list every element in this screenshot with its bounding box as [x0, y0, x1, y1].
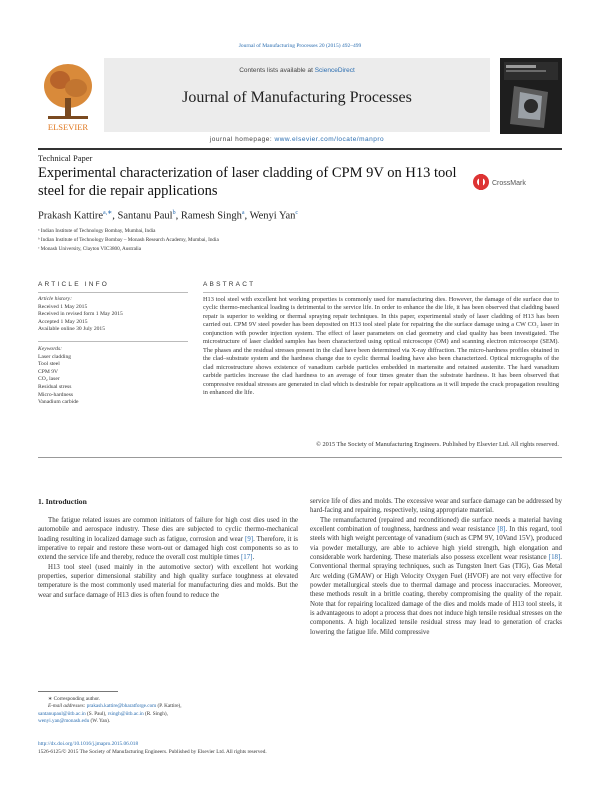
journal-banner — [104, 58, 490, 132]
history-item: Received in revised form 1 May 2015 — [38, 311, 123, 318]
issn-line: 1526-6125/© 2015 The Society of Manufacturing Engineers. Published by Elsevier Ltd. All rights reserved. — [38, 748, 267, 755]
intro-paragraph — [310, 516, 562, 637]
email-addresses-cont — [38, 711, 298, 718]
paragraph-text: . In this regard, tool steels with high weight percentage of vanadium (such as CPM 9V, 10Vand 15V), produced via powder metallurgy, are able to achieve high yield strength, high elongation and considerable work hardening. These materials also possess excellent wear resistance — [310, 526, 562, 562]
paragraph-text: The fatigue related issues are common initiators of failure for high cost dies used in the automobile and aerospace industry. These dies are subjected to cyclic thermo-mechanical loading resulting in localized damage such as fatigue, corrosion and wear — [38, 517, 298, 543]
email-link[interactable]: santanupaul@iitb.ac.in — [38, 710, 86, 717]
footnote-rule — [38, 691, 118, 692]
right-column — [310, 497, 562, 637]
keyword: Laser cladding — [38, 353, 72, 360]
abstract-rule — [203, 292, 559, 293]
paragraph-text: . Therefore, it is imperative to repair and restore these worn-out or damaged high cost components so as to extend the service life and thereby, reduce the overall cost multiple times — [38, 535, 298, 562]
paragraph-text: The remanufactured (repaired and reconditioned) die surface needs a material having excellent combination of toughness, hardness and wear resistance — [310, 516, 562, 534]
affiliation: ᶜ Monash University, Clayton VIC3800, Australia — [38, 246, 142, 252]
paragraph-text: . — [252, 554, 255, 562]
elsevier-tree-icon — [38, 58, 98, 134]
citation-link[interactable]: [9] — [245, 535, 254, 543]
paragraph-text: . Conventional thermal spraying techniques, such as Tungsten Inert Gas (TIG), Gas Metal Arc welding (GMAW) or High Velocity Oxygen Fuel (HVOF) are not very effective for powder metallurgical steels due to thermal damage and process inaccuracies. Moreover, these methods result in a brittle coating, thereby compromising the quality of the repair. Note that for repairing localized damage of the dies and molds made of H13 tool steels, it is advantageous to adopt a process that does not induce high tensile residual stresses on the components. A high localized tensile residual stress may lead to generation of cracks lowering the fatigue life. Mild compressive — [310, 554, 562, 636]
keywords — [38, 346, 79, 407]
elsevier-logo — [38, 58, 98, 134]
crossmark-label: CrossMark — [492, 180, 526, 187]
journal-homepage — [104, 136, 490, 143]
left-column — [38, 516, 298, 600]
keywords-label: Keywords: — [38, 346, 63, 352]
affiliations — [38, 227, 219, 254]
history-item: Available online 30 July 2015 — [38, 326, 106, 333]
intro-paragraph — [38, 516, 298, 563]
homepage-prefix: journal homepage: — [209, 136, 275, 143]
homepage-link[interactable]: www.elsevier.com/locate/manpro — [274, 136, 385, 143]
email-link[interactable]: rsingh@iitb.ac.in — [107, 710, 144, 717]
email-link[interactable]: prakash.kattire@bharatforge.com — [86, 703, 157, 710]
journal-cover-image — [500, 58, 562, 134]
citation-link[interactable]: [8] — [497, 526, 506, 534]
email-owner: (W. Yan). — [89, 717, 111, 724]
history-label: Article history: — [38, 296, 73, 302]
citation-link[interactable]: [18] — [548, 554, 561, 562]
author-name[interactable]: Wenyi Yan — [249, 210, 296, 222]
contents-line — [104, 67, 490, 74]
keyword: Tool steel — [38, 361, 60, 368]
journal-header — [38, 54, 562, 146]
crossmark-icon — [472, 172, 532, 192]
keyword: Micro-hardness — [38, 391, 74, 398]
crossmark-badge[interactable] — [472, 172, 532, 192]
keyword: CO₂ laser — [38, 376, 60, 383]
doi-link[interactable]: http://dx.doi.org/10.1016/j.jmapro.2015.06.018 — [38, 741, 139, 747]
affiliation: ᵇ Indian Institute of Technology Bombay – Monash Research Academy, Mumbai, India — [38, 237, 219, 243]
page-footer — [38, 741, 267, 756]
email-owner: (S. Paul), — [85, 710, 108, 717]
sciencedirect-link[interactable]: ScienceDirect — [314, 67, 355, 74]
cover-art-icon — [500, 58, 562, 134]
email-owner: (P. Kattire), — [156, 703, 182, 710]
footnotes — [38, 696, 298, 725]
keyword: Vanadium carbide — [38, 399, 79, 406]
email-owner: (R. Singh), — [143, 710, 168, 717]
author-name[interactable]: Ramesh Singh — [180, 210, 242, 222]
email-addresses — [38, 703, 298, 710]
email-label: E-mail addresses: — [48, 703, 87, 710]
article-info-rule — [38, 292, 188, 293]
author-affil-mark: a — [241, 210, 245, 216]
intro-paragraph: H13 tool steel (used mainly in the automotive sector) with excellent hot working properties, superior dimensional stability and high quality surface toughness at elevated temperature is the most commonly used material for manufacturing dies and molds. But the wear and surface damage of H13 dies is often found to reduce the — [38, 563, 298, 599]
journal-title: Journal of Manufacturing Processes — [182, 89, 412, 106]
keywords-rule — [38, 341, 188, 342]
author-affil-mark: c — [295, 210, 299, 216]
abstract-copyright: © 2015 The Society of Manufacturing Engineers. Published by Elsevier Ltd. All rights reserved. — [316, 441, 559, 448]
author-affil-mark: a,∗ — [103, 210, 113, 216]
author-list: Prakash Kattire$^{a,∗}$, Santanu Paul$^b$, Ramesh Singh$^a$, Wenyi Yan$^c$ — [38, 210, 299, 222]
corresponding-author-note: ∗ Corresponding author. — [48, 696, 101, 702]
article-title: Experimental characterization of laser cladding of CPM 9V on H13 tool steel for die repair applications — [38, 165, 457, 199]
citation-link[interactable]: [17] — [240, 554, 253, 562]
article-info-heading: ARTICLE INFO — [38, 281, 110, 288]
article-type: Technical Paper — [38, 153, 93, 163]
journal-citation[interactable]: Journal of Manufacturing Processes 20 (2015) 492–499 — [238, 43, 362, 49]
publisher-logo-text: ELSEVIER — [47, 122, 89, 132]
intro-paragraph: service life of dies and molds. The excessive wear and surface damage can be addressed by hard-facing and repairing, respectively, using appropriate material. — [310, 498, 562, 515]
keyword: CPM 9V — [38, 368, 59, 375]
contents-prefix: Contents lists available at — [239, 67, 315, 74]
author-name[interactable]: Santanu Paul — [117, 210, 173, 222]
abstract-heading: ABSTRACT — [203, 281, 256, 288]
author-name[interactable]: Prakash Kattire — [38, 210, 104, 222]
abstract-text: H13 tool steel with excellent hot working properties is commonly used for manufacturing dies. However, the damage of die surface due to cyclic thermo-mechanical loading is detrimental to the service life. In order to enhance the die life, it has been observed that cladding based repair is superior to welding or thermal spraying repair techniques. In this paper, experimental study of laser cladding of H13 has been carried out. CPM 9V steel powder has been deposited on H13 tool steel plate for repairing the die surface damage using a CW CO₂ laser in conjunction with powder injection system. The effect of laser parameters on clad geometry and clad quality has been investigated. The microstructure of laser cladded samples has been characterized using optical microscope (OM) and scanning electron microscope (SEM). The phases and the residual stresses present in the clad have been determined via X-ray diffraction. The micro-hardness profiles obtained in the clad–substrate system and the hardness change due to cyclic thermal loading have also been characterized. Optical micrographs of the clad microstructure shows existence of vanadium carbide particles embedded in martensite and retained austenite. The hard vanadium carbide particles increase the clad hardness to an average of four times greater than the substrate hardness. It has been observed that compressive residual stresses are generated in clad which is desirable for repair applications as it will impede the crack propagation resulting in enhanced die life. — [203, 296, 559, 396]
header-rule — [38, 148, 562, 150]
article-history — [38, 296, 123, 334]
history-item: Accepted 1 May 2015 — [38, 318, 88, 325]
keyword: Residual stress — [38, 383, 72, 390]
email-link[interactable]: wenyi.yan@monash.edu — [38, 717, 90, 724]
abstract-separator — [38, 457, 562, 458]
section-heading-introduction: 1. Introduction — [38, 497, 87, 506]
affiliation: ᵃ Indian Institute of Technology Bombay, Mumbai, India — [38, 228, 156, 234]
history-item: Received 1 May 2015 — [38, 303, 88, 310]
email-addresses-cont — [38, 718, 298, 725]
author-affil-mark: b — [172, 210, 176, 216]
